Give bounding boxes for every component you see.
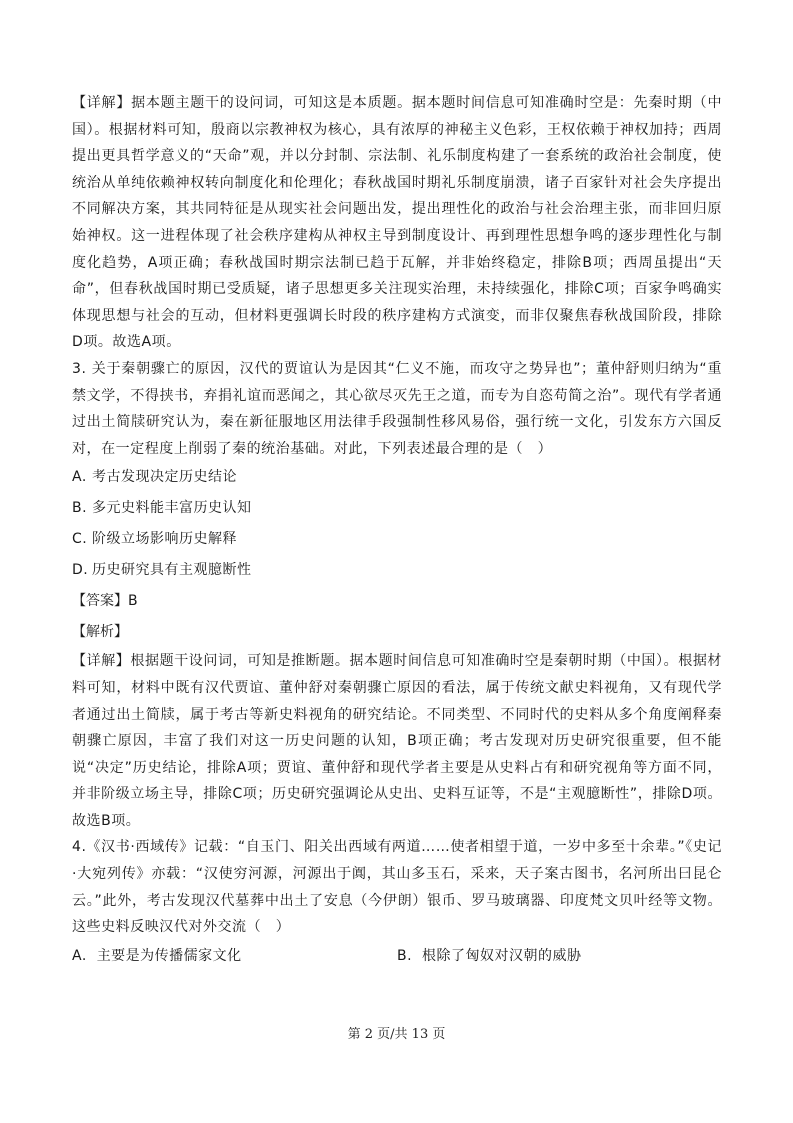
q4-stem: 4.《汉书·西域传》记载：“自玉门、阳关出西域有两道……使者相望于道，一岁中多至十余辈。”《史记·大宛列传》亦载：“汉使穷河源，河源出于阗，其山多玉石，采来，天子案古图书，名河所出曰昆仑云。”此外，考古发现汉代墓葬中出土了安息（今伊朗）银币、罗马玻璃器、印度梵文贝叶经等文物。这些史料反映汉代对外交流（ ）	[72, 839, 722, 936]
q3-detail-text: 根据题干设问词，可知是推断题。据本题时间信息可知准确时空是秦朝时期（中国）。根据材料可知，材料中既有汉代贾谊、董仲舒对秦朝骤亡原因的看法，属于传统文献史料视角，又有现代学者通过出土简牍，属于考古等新史料视角的研究结论。不同类型、不同时代的史料从多个角度阐释秦朝骤亡原因，丰富了我们对这一历史问题的认知，B项正确；考古发现对历史研究很重要，但不能说“决定”历史结论，排除A项；贾谊、董仲舒和现代学者主要是从史料占有和研究视角等方面不同，并非阶级立场主导，排除C项；历史研究强调论从史出、史料互证等，不是“主观臆断性”，排除D项。故选B项。	[72, 653, 722, 829]
q2-detail-label: 【详解】	[72, 95, 132, 111]
q2-detail-paragraph	[72, 90, 722, 356]
q4-option-a-text: 主要是为传播儒家文化	[96, 947, 242, 964]
q3-option-a	[72, 462, 722, 493]
q3-detail-label: 【详解】	[72, 653, 131, 670]
q3-analysis-label: 【解析】	[72, 624, 128, 641]
q3-answer-label: 【答案】	[72, 593, 128, 610]
q3-option-b-text: 多元史料能丰富历史认知	[92, 500, 252, 517]
q3-stem: 3. 关于秦朝骤亡的原因，汉代的贾谊认为是因其“仁义不施，而攻守之势异也”；董仲舒则归纳为“重禁文学，不得挟书，弃捐礼谊而恶闻之，其心欲尽灭先王之道，而专为自恣苟简之治”。现代有学者通过出土简牍研究认为，秦在新征服地区用法律手段强制性移风易俗，强行统一文化，引发东方六国反对，在一定程度上削弱了秦的统治基础。对此，下列表述最合理的是（ ）	[72, 360, 722, 457]
q4-option-b	[397, 941, 722, 972]
q4-option-b-letter: B.	[397, 947, 413, 964]
q3-option-c-letter: C.	[72, 531, 88, 548]
q3-option-b-letter: B.	[72, 500, 88, 517]
q4-option-a-letter: A.	[72, 947, 87, 964]
page-footer: 第 2 页/共 13 页	[347, 1027, 446, 1042]
q3-option-a-letter: A.	[72, 469, 87, 486]
q3-option-b	[72, 493, 722, 524]
q3-option-d-text: 历史研究具有主观臆断性	[92, 562, 252, 579]
q2-detail-text: 据本题主题干的设问词，可知这是本质题。据本题时间信息可知准确时空是：先秦时期（中国）。根据材料可知，殷商以宗教神权为核心，具有浓厚的神秘主义色彩，王权依赖于神权加持；西周提出更具哲学意义的“天命”观，并以分封制、宗法制、礼乐制度构建了一套系统的政治社会制度，使统治从单纯依赖神权转向制度化和伦理化；春秋战国时期礼乐制度崩溃，诸子百家针对社会失序提出不同解决方案，其共同特征是从现实社会问题出发，提出理性化的政治与社会治理主张，而非回归原始神权。这一进程体现了社会秩序建构从神权主导到制度设计、再到理性思想争鸣的逐步理性化与制度化趋势，A项正确；春秋战国时期宗法制已趋于瓦解，并非始终稳定，排除B项；西周虽提出“天命”，但春秋战国时期已受质疑，诸子思想更多关注现实治理，未持续强化，排除C项；百家争鸣确实体现思想与社会的互动，但材料更强调长时段的秩序建构方式演变，而非仅聚焦春秋战国阶段，排除D项。故选A项。	[72, 95, 723, 351]
q3-option-d-letter: D.	[72, 562, 89, 579]
q3-answer	[72, 586, 722, 617]
q4-option-a	[72, 941, 397, 972]
q3-detail-paragraph	[72, 648, 722, 834]
q3-option-d	[72, 555, 722, 586]
q3-option-c-text: 阶级立场影响历史解释	[92, 531, 237, 548]
q4-option-b-text: 根除了匈奴对汉朝的威胁	[421, 947, 582, 964]
q3-answer-value: B	[128, 593, 138, 610]
document-body	[72, 90, 722, 972]
q4-options-row	[72, 941, 722, 972]
q3-option-c	[72, 524, 722, 555]
q3-option-a-text: 考古发现决定历史结论	[92, 469, 237, 486]
